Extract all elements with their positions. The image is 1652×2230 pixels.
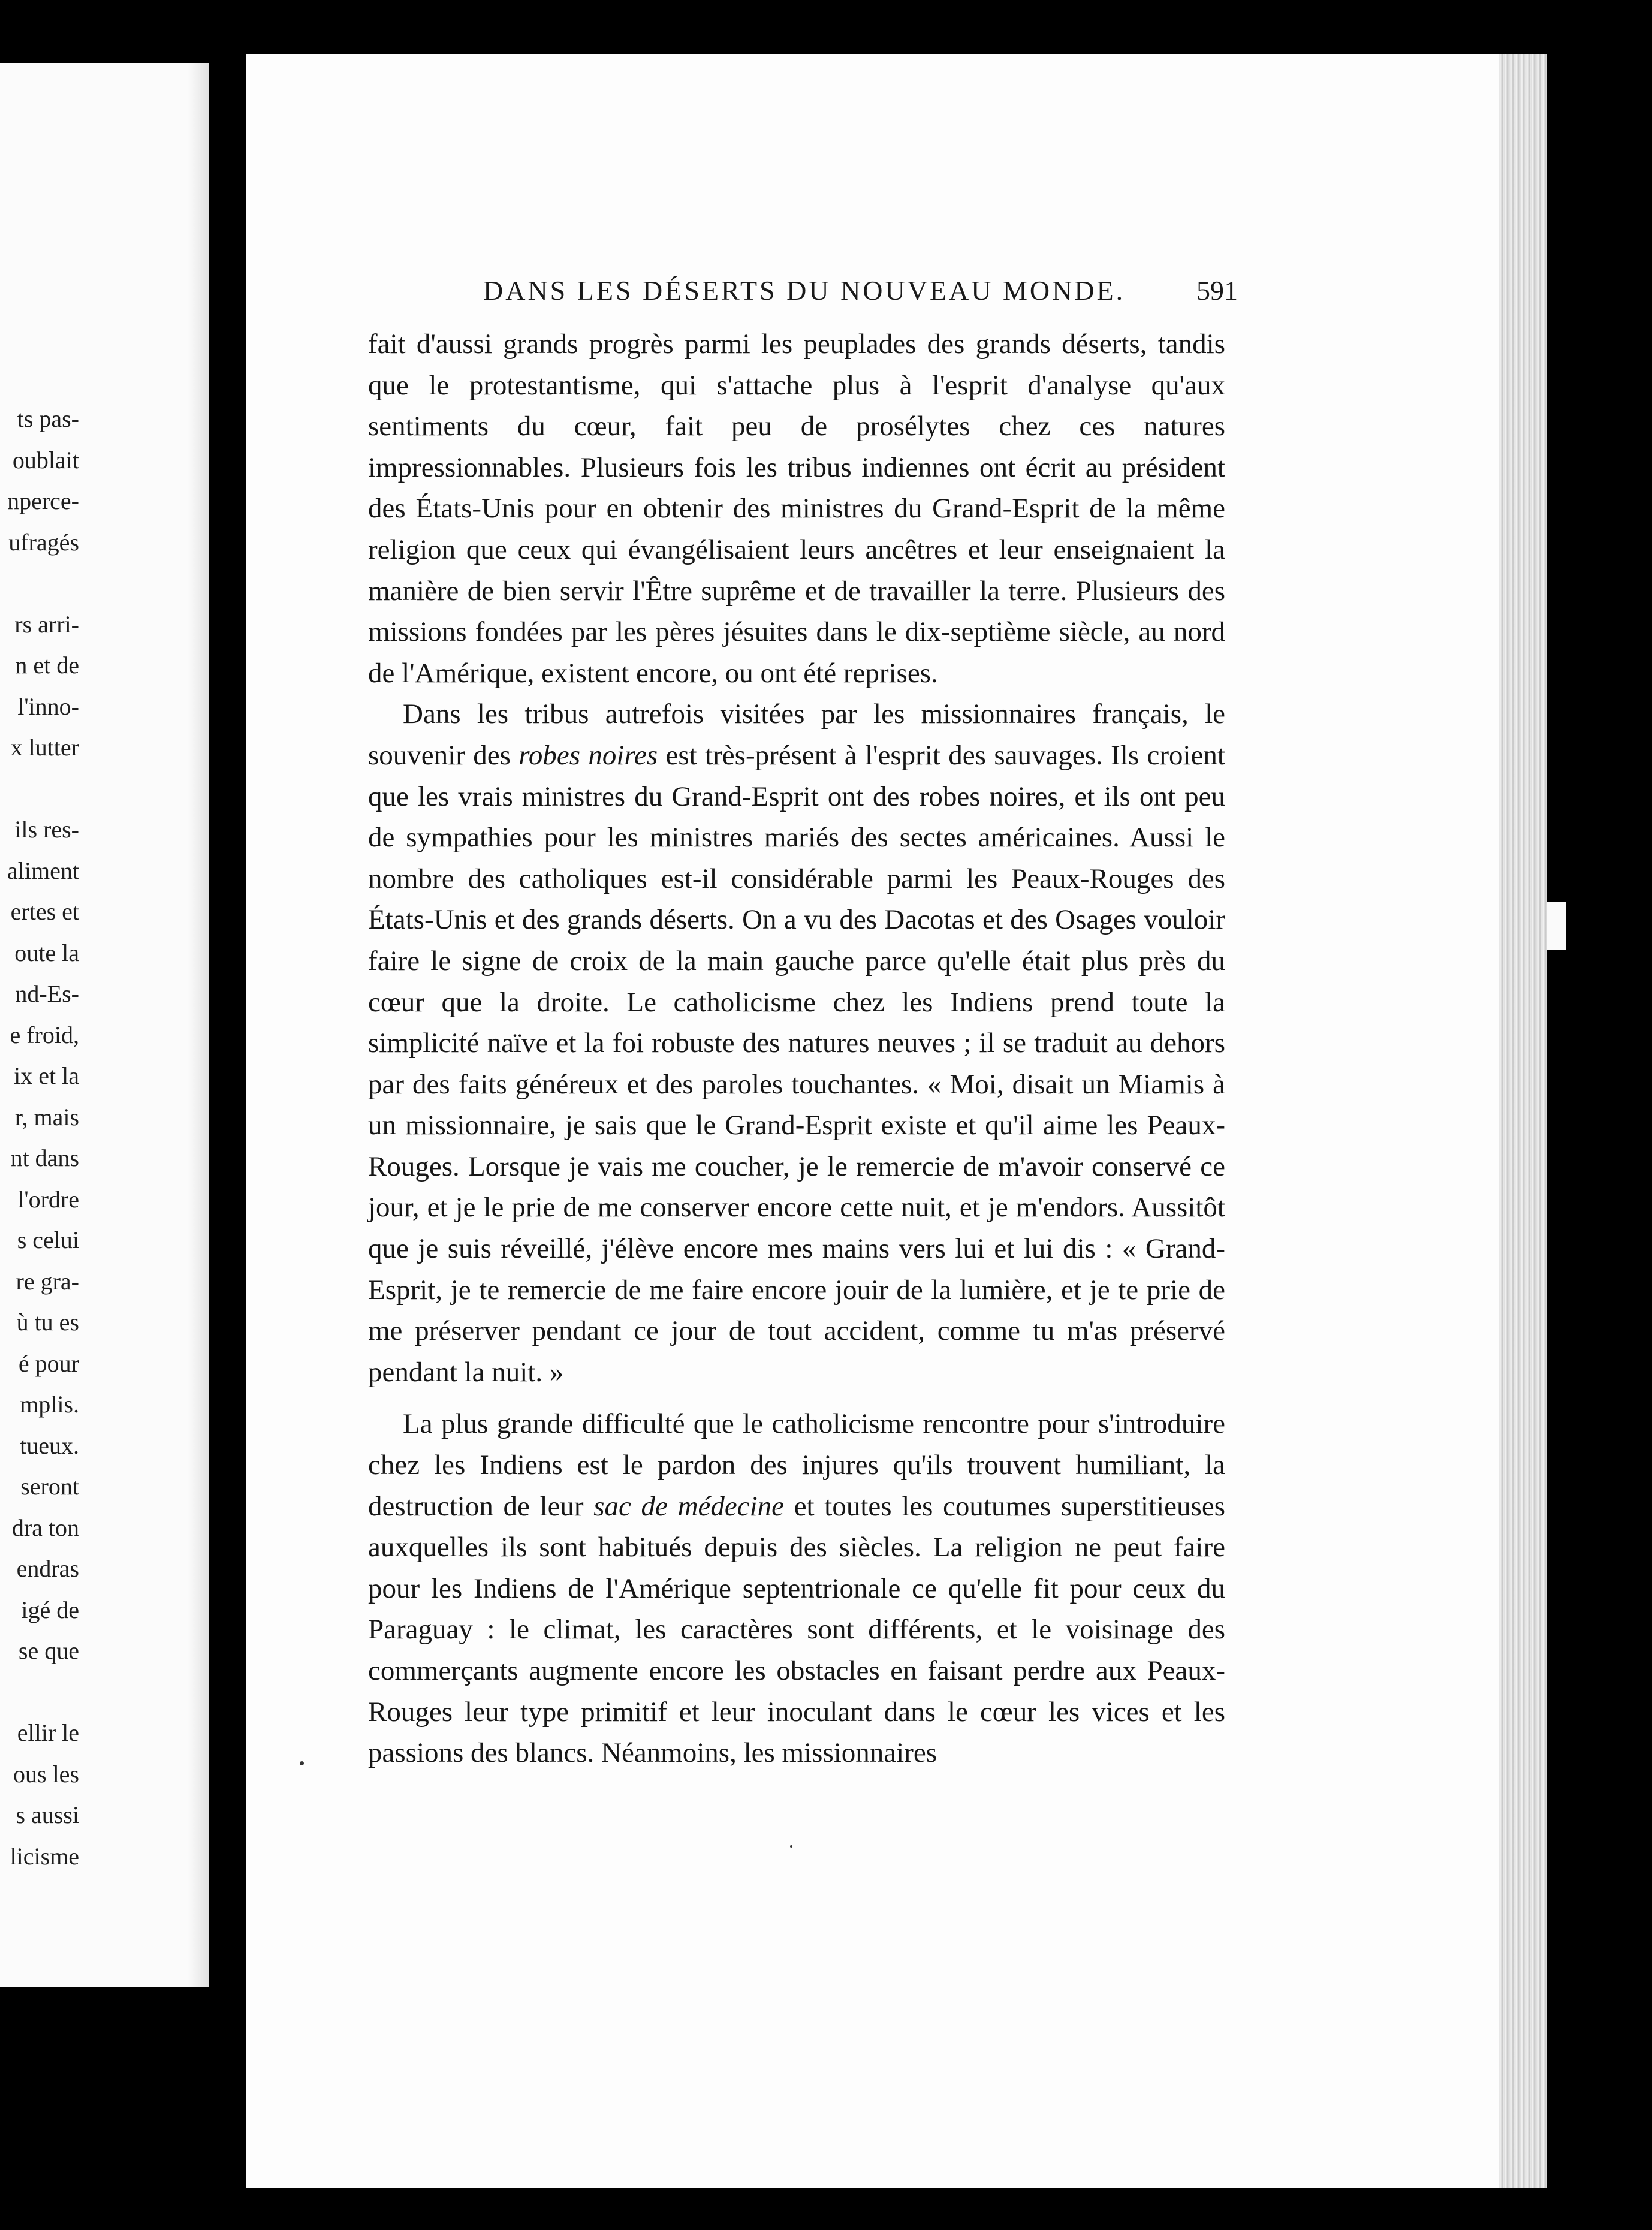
paragraph-robes-noires (368, 694, 1225, 1393)
paper-speck (790, 1845, 792, 1848)
facing-page-line: endras (16, 1555, 79, 1582)
facing-page-line: oublait (12, 446, 79, 474)
page-number: 591 (1196, 275, 1238, 306)
paragraph-text: Dans les tribus autrefois visitées par les missionnaires français, le souvenir des (368, 698, 1225, 771)
body-text (368, 324, 1225, 1774)
facing-page-line: rs arri- (14, 610, 79, 638)
facing-page-line: nt dans (10, 1144, 79, 1171)
paragraph-difficulte (368, 1403, 1225, 1773)
facing-page-line: aliment (7, 857, 79, 884)
facing-page-line: s aussi (16, 1801, 79, 1828)
facing-page-line: ufragés (8, 528, 79, 556)
book-gutter (188, 63, 209, 1987)
paragraph-text: et toutes les coutumes superstitieuses auxquelles ils sont habitués depuis des siècles. La religion ne peut faire pour les Indiens de l'Amérique septentrionale ce qu'elle fit pour ceux du Paraguay : le climat, les caractères sont différents, et le voisinage des commerçants augmente encore les obstacles en faisant perdre aux Peaux-Rouges leur type primitif et leur inoculant dans le cœur les vices et les passions des blancs. Néanmoins, les missionnaires (368, 1490, 1225, 1769)
facing-page-line: tueux. (20, 1432, 79, 1459)
facing-page-line: s celui (17, 1226, 79, 1253)
facing-page-line: x lutter (10, 734, 79, 761)
paragraph-continued: fait d'aussi grands progrès parmi les peuplades des grands déserts, tandis que le protestantisme, qui s'attache plus à l'esprit d'analyse qu'aux sentiments du cœur, fait peu de prosélytes chez ces natures impressionnables. Plusieurs fois les tribus indiennes ont écrit au président des États-Unis pour en obtenir des ministres du Grand-Esprit de la même religion que ceux qui évangélisaient leurs ancêtres et leur enseignaient la manière de bien servir l'Être suprême et de travailler la terre. Plusieurs des missions fondées par les pères jésuites dans le dix-septième siècle, au nord de l'Amérique, existent encore, ou ont été reprises. (368, 329, 1225, 689)
running-head (483, 275, 1238, 317)
facing-page-line: ils res- (14, 816, 79, 843)
facing-page-line: re gra- (16, 1267, 79, 1295)
facing-page-line: l'ordre (17, 1185, 79, 1213)
facing-page-line: igé de (21, 1596, 79, 1623)
facing-page-line: ù tu es (16, 1309, 79, 1336)
facing-page-line: e froid, (10, 1021, 79, 1048)
facing-page-line: ix et la (14, 1062, 79, 1089)
page-edge-tab (1547, 902, 1566, 950)
facing-page-line: se que (18, 1637, 79, 1664)
facing-page-line: l'inno- (17, 692, 79, 720)
facing-page-line: seront (20, 1473, 79, 1500)
page-edge-stack (1499, 54, 1547, 2188)
facing-page-line (0, 563, 79, 604)
facing-page-line: ous les (13, 1760, 79, 1788)
facing-page-line: oute la (14, 939, 79, 966)
italic-phrase: robes noires (518, 739, 658, 771)
facing-page-line: ts pas- (17, 405, 79, 432)
facing-page-line (0, 769, 79, 810)
facing-page-line: ellir le (17, 1719, 79, 1746)
facing-page-line (0, 1672, 79, 1713)
facing-page-text-fragments (0, 399, 79, 1877)
facing-page-left (0, 63, 209, 1987)
italic-phrase: sac de médecine (593, 1490, 785, 1522)
facing-page-line: dra ton (11, 1514, 79, 1541)
facing-page-line: nd-Es- (15, 980, 79, 1007)
facing-page-line: nperce- (7, 487, 79, 514)
facing-page-line: é pour (18, 1349, 79, 1377)
facing-page-line: r, mais (14, 1103, 79, 1131)
running-title: DANS LES DÉSERTS DU NOUVEAU MONDE. (483, 275, 1126, 306)
facing-page-line: n et de (15, 652, 79, 679)
paper-speck (300, 1761, 304, 1765)
facing-page-line: mplis. (20, 1391, 79, 1418)
facing-page-line: ertes et (10, 898, 79, 925)
paragraph-text: est très-présent à l'esprit des sauvages. Ils croient que les vrais ministres du Grand-Esprit ont des robes noires, et ils ont peu de sympathies pour les ministres mariés des sectes américaines. Aussi le nombre des catholiques est-il considérable parmi les Peaux-Rouges des États-Unis et des grands déserts. On a vu des Dacotas et des Osages vouloir faire le signe de croix de la main gauche parce qu'elle était plus près du cœur que la droite. Le catholicisme chez les Indiens prend toute la simplicité naïve et la foi robuste des natures neuves ; il se traduit au dehors par des faits généreux et des paroles touchantes. « Moi, disait un Miamis à un missionnaire, je sais que le Grand-Esprit existe et qu'il aime les Peaux-Rouges. Lorsque je vais me coucher, je le remercie de m'avoir conservé ce jour, et je le prie de me conserver encore cette nuit, et je m'endors. Aussitôt que je suis réveillé, j'élève encore mes mains vers lui et lui dis : « Grand-Esprit, je te remercie de me faire encore jouir de la lumière, et je te prie de me préserver pendant ce jour de tout accident, comme tu m'as préservé pendant la nuit. » (368, 739, 1225, 1388)
facing-page-line: licisme (10, 1842, 79, 1870)
paragraph-text: La plus grande difficulté que le catholicisme rencontre pour s'introduire chez les Indiens est le pardon des injures qu'ils trouvent humiliant, la destruction de leur (368, 1408, 1225, 1522)
